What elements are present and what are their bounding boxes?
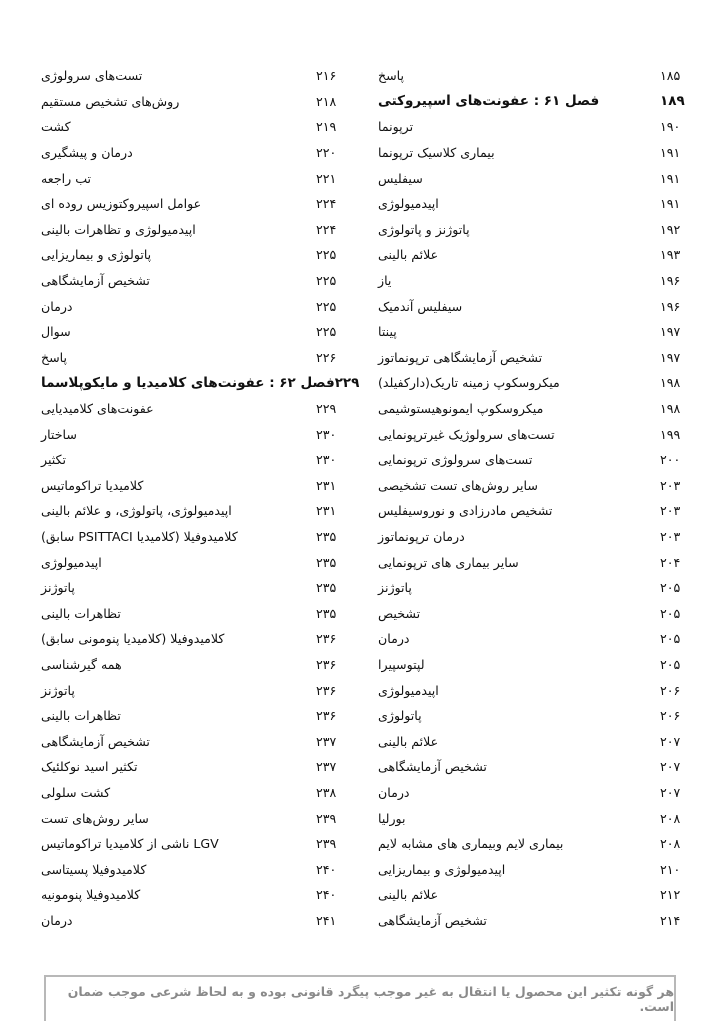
toc-entry [41, 856, 356, 882]
toc-entry-title: پاتوژنز و پاتولوژی [378, 221, 470, 237]
toc-entry-title: درمان [378, 784, 410, 800]
toc-entry [41, 575, 356, 601]
toc-entry-page: ۲۳۹ [316, 810, 337, 826]
toc-entry-title: تشخیص [378, 605, 421, 621]
toc-entry-title: پینتا [378, 324, 397, 340]
toc-entry [41, 89, 356, 115]
toc-entry [41, 242, 356, 268]
toc-entry-page: ۲۲۵ [316, 298, 337, 314]
toc-entry-page: ۲۳۰ [316, 426, 337, 442]
toc-entry-title: کلامیدوفیلا (کلامیدیا PSITTACI سابق) [41, 528, 238, 544]
toc-entry-page: ۲۲۱ [316, 170, 337, 186]
toc-entry [378, 652, 700, 678]
toc-entry [41, 882, 356, 908]
toc-entry-page: ۲۳۱ [316, 477, 337, 493]
toc-entry-page: ۲۳۶ [316, 631, 337, 647]
toc-entry-page: ۱۹۹ [660, 426, 681, 442]
toc-entry-title: میکروسکوپ ایمونوهیستوشیمی [378, 401, 544, 417]
toc-entry-page: ۲۲۹ [316, 401, 337, 417]
toc-entry-title: پاتولوژی [378, 708, 422, 724]
toc-entry-title: تکثیر اسید نوکلئیک [41, 759, 138, 775]
toc-entry-page: ۲۲۹ [334, 374, 360, 391]
toc-entry [378, 780, 700, 806]
toc-entry-title: تظاهرات بالینی [41, 605, 121, 621]
toc-entry-page: ۲۱۸ [316, 93, 337, 109]
toc-entry-title: علائم بالینی [378, 247, 439, 263]
toc-entry-page: ۲۱۶ [316, 68, 337, 84]
toc-entry [41, 780, 356, 806]
toc-entry [41, 63, 356, 89]
toc-entry-page: ۲۴۱ [316, 912, 337, 928]
toc-entry [378, 677, 700, 703]
toc-entry [378, 114, 700, 140]
toc-entry-page: ۲۱۴ [660, 912, 681, 928]
toc-entry [41, 293, 356, 319]
toc-entry-title: درمان ترپونماتوز [378, 528, 465, 544]
toc-entry [41, 626, 356, 652]
toc-entry [378, 524, 700, 550]
toc-entry-title: فصل ۶۲ : عفونت‌های کلامیدیا و مایکوپلاسما [41, 374, 335, 391]
toc-entry-page: ۲۰۸ [660, 836, 681, 852]
toc-entry-page: ۱۹۱ [660, 145, 681, 161]
toc-entry-page: ۲۲۵ [316, 247, 337, 263]
toc-entry [41, 677, 356, 703]
toc-entry [41, 447, 356, 473]
toc-entry-title: کلامیدوفیلا پنومونیه [41, 887, 141, 903]
toc-entry [41, 165, 356, 191]
toc-entry-title: تب راجعه [41, 170, 92, 186]
toc-entry-title: لپتوسپیرا [378, 656, 425, 672]
toc-entry-title: بیماری لایم وبیماری های مشابه لایم [378, 836, 564, 852]
toc-entry-title: عفونت‌های کلامیدیایی [41, 401, 154, 417]
toc-entry-page: ۲۰۵ [660, 605, 681, 621]
toc-entry [41, 217, 356, 243]
toc-entry-page: ۲۰۳ [660, 477, 681, 493]
toc-entry-title: پاسخ [41, 349, 68, 365]
toc-entry [378, 831, 700, 857]
toc-entry-title: کلامیدیا تراکوماتیس [41, 477, 144, 493]
toc-entry-title: کلامیدوفیلا (کلامیدیا پنومونی سابق) [41, 631, 225, 647]
toc-entry-page: ۱۹۶ [660, 273, 681, 289]
toc-entry-page: ۲۴۰ [316, 861, 337, 877]
toc-entry-title: اپیدمیولوژی [378, 196, 439, 212]
toc-entry-title: اپیدمیولوژی، پاتولوژی، و علائم بالینی [41, 503, 232, 519]
toc-entry-title: درمان و پیشگیری [41, 145, 133, 161]
toc-entry-page: ۲۰۰ [660, 452, 681, 468]
toc-entry-title: علائم بالینی [378, 733, 439, 749]
toc-entry [41, 473, 356, 499]
toc-entry-title: یاز [378, 273, 392, 289]
toc-entry-title: پاتوژنز [378, 580, 412, 596]
toc-entry-title: بیماری کلاسیک ترپونما [378, 145, 495, 161]
toc-entry-title: کشت [41, 119, 71, 135]
toc-entry-page: ۲۲۵ [316, 324, 337, 340]
toc-entry [41, 114, 356, 140]
toc-entry-page: ۲۳۶ [316, 682, 337, 698]
toc-entry-page: ۱۹۷ [660, 349, 681, 365]
toc-entry-page: ۲۳۰ [316, 452, 337, 468]
toc-entry [41, 703, 356, 729]
toc-entry [41, 600, 356, 626]
toc-entry [378, 421, 700, 447]
toc-entry-page: ۲۳۵ [316, 580, 337, 596]
toc-chapter-heading [41, 370, 360, 396]
toc-entry [41, 754, 356, 780]
toc-entry-page: ۲۰۷ [660, 733, 681, 749]
toc-entry-page: ۲۱۰ [660, 861, 681, 877]
toc-entry-title: بورلیا [378, 810, 406, 826]
toc-entry [378, 498, 700, 524]
toc-entry-title: کشت سلولی [41, 784, 111, 800]
toc-entry [378, 600, 700, 626]
toc-entry [378, 140, 700, 166]
toc-entry [378, 293, 700, 319]
toc-entry-title: سوال [41, 324, 71, 340]
toc-entry-title: پاتولوژی و بیماریزایی [41, 247, 152, 263]
toc-entry-title: تشخیص آزمایشگاهی [41, 733, 150, 749]
toc-entry [378, 754, 700, 780]
toc-entry-title: تشخیص آزمایشگاهی ترپونماتوز [378, 349, 543, 365]
toc-entry-title: تست‌های سرولوژی [41, 68, 143, 84]
toc-entry [378, 319, 700, 345]
toc-entry-title: تشخیص آزمایشگاهی [378, 912, 487, 928]
toc-entry-page: ۲۲۰ [316, 145, 337, 161]
toc-entry [378, 805, 700, 831]
toc-entry [41, 524, 356, 550]
toc-entry-page: ۲۰۶ [660, 682, 681, 698]
toc-entry [41, 268, 356, 294]
toc-entry-title: درمان [378, 631, 410, 647]
toc-entry-title: تشخیص آزمایشگاهی [41, 273, 150, 289]
toc-entry-page: ۲۰۴ [660, 554, 681, 570]
toc-entry-page: ۲۰۳ [660, 528, 681, 544]
toc-entry-page: ۱۹۸ [660, 401, 681, 417]
toc-entry [378, 703, 700, 729]
toc-entry-page: ۱۸۵ [660, 68, 681, 84]
toc-entry [378, 856, 700, 882]
toc-entry-title: LGV ناشی از کلامیدیا تراکوماتیس [41, 836, 219, 852]
toc-entry-page: ۲۳۸ [316, 784, 337, 800]
toc-entry [378, 268, 700, 294]
toc-entry-title: تست‌های سرولوژیک غیرترپونمایی [378, 426, 555, 442]
toc-entry-page: ۲۲۵ [316, 273, 337, 289]
toc-entry-page: ۲۰۷ [660, 784, 681, 800]
toc-entry [41, 831, 356, 857]
toc-entry [378, 908, 700, 934]
toc-entry-title: ساختار [41, 426, 77, 442]
toc-entry-page: ۲۳۷ [316, 733, 337, 749]
toc-entry-title: علائم بالینی [378, 887, 439, 903]
toc-entry-title: سیفلیس [378, 170, 423, 186]
toc-entry-page: ۱۹۱ [660, 196, 681, 212]
toc-entry-title: کلامیدوفیلا پسیتاسی [41, 861, 147, 877]
toc-entry [41, 140, 356, 166]
toc-entry-title: فصل ۶۱ : عفونت‌های اسپیروکتی [378, 93, 600, 110]
toc-entry-page: ۲۳۶ [316, 708, 337, 724]
toc-entry [41, 421, 356, 447]
toc-entry-title: اپیدمیولوژی و بیماریزایی [378, 861, 506, 877]
toc-entry [378, 882, 700, 908]
toc-entry-title: تشخیص مادرزادی و نوروسیفلیس [378, 503, 553, 519]
toc-entry [41, 728, 356, 754]
toc-entry [378, 191, 700, 217]
copyright-notice [44, 975, 676, 1021]
toc-entry-page: ۲۳۹ [316, 836, 337, 852]
toc-entry [378, 575, 700, 601]
toc-entry-page: ۱۹۶ [660, 298, 681, 314]
toc-entry [41, 396, 356, 422]
toc-entry-page: ۲۰۸ [660, 810, 681, 826]
toc-entry [41, 652, 356, 678]
toc-entry-page: ۲۰۵ [660, 631, 681, 647]
toc-entry-page: ۲۳۱ [316, 503, 337, 519]
toc-entry [378, 345, 700, 371]
toc-entry-page: ۲۳۷ [316, 759, 337, 775]
toc-entry-title: پاسخ [378, 68, 405, 84]
toc-entry-title: پاتوژنز [41, 580, 75, 596]
toc-entry [378, 242, 700, 268]
toc-entry-page: ۱۹۲ [660, 221, 681, 237]
toc-entry [378, 396, 700, 422]
toc-entry-page: ۲۱۲ [660, 887, 681, 903]
toc-entry-page: ۱۹۳ [660, 247, 681, 263]
toc-entry-title: همه گیرشناسی [41, 656, 122, 672]
toc-entry-title: تشخیص آزمایشگاهی [378, 759, 487, 775]
toc-entry-title: اپیدمیولوژی [378, 682, 439, 698]
toc-entry-title: سایر روش‌های تست [41, 810, 149, 826]
toc-entry [41, 908, 356, 934]
toc-entry-title: اپیدمیولوژی و تظاهرات بالینی [41, 221, 196, 237]
toc-entry-page: ۲۳۵ [316, 605, 337, 621]
toc-entry-page: ۱۸۹ [660, 93, 685, 110]
toc-entry-page: ۱۹۸ [660, 375, 681, 391]
toc-entry [378, 217, 700, 243]
toc-entry-page: ۲۰۳ [660, 503, 681, 519]
toc-entry-page: ۲۴۰ [316, 887, 337, 903]
copyright-text: هر گونه تکثیر این محصول یا انتقال به غیر موجب پیگرد قانونی بوده و به لحاظ شرعی موجب ضمان است. [67, 984, 674, 1014]
toc-right-column [378, 63, 700, 933]
toc-entry-title: تکثیر [41, 452, 67, 468]
toc-entry-page: ۲۲۴ [316, 221, 337, 237]
toc-entry [378, 549, 700, 575]
toc-entry-page: ۲۰۵ [660, 656, 681, 672]
toc-entry-page: ۲۰۵ [660, 580, 681, 596]
toc-entry-title: عوامل اسپیروکتوزیس روده ای [41, 196, 202, 212]
toc-entry [378, 63, 700, 89]
toc-entry [41, 805, 356, 831]
toc-entry-title: ترپونما [378, 119, 414, 135]
toc-entry-page: ۲۰۷ [660, 759, 681, 775]
toc-entry [41, 498, 356, 524]
toc-entry [378, 728, 700, 754]
toc-entry [378, 473, 700, 499]
toc-entry-page: ۲۲۴ [316, 196, 337, 212]
toc-entry [378, 447, 700, 473]
toc-entry-page: ۲۳۵ [316, 528, 337, 544]
toc-entry [41, 319, 356, 345]
toc-entry-page: ۱۹۷ [660, 324, 681, 340]
toc-entry [41, 191, 356, 217]
toc-entry-title: تست‌های سرولوژی ترپونمایی [378, 452, 533, 468]
toc-entry-title: سایر روش‌های تست تشخیصی [378, 477, 538, 493]
toc-entry [378, 370, 700, 396]
toc-entry-page: ۲۲۶ [316, 349, 337, 365]
toc-entry-title: روش‌های تشخیص مستقیم [41, 93, 180, 109]
toc-entry-title: پاتوژنز [41, 682, 75, 698]
toc-entry-title: سیفلیس آندمیک [378, 298, 463, 314]
toc-entry-page: ۱۹۱ [660, 170, 681, 186]
toc-entry-title: میکروسکوپ زمینه تاریک(دارکفیلد) [378, 375, 560, 391]
toc-entry-title: تظاهرات بالینی [41, 708, 121, 724]
toc-left-column [41, 63, 360, 933]
toc-entry [41, 549, 356, 575]
toc-entry-page: ۲۰۶ [660, 708, 681, 724]
toc-entry-title: درمان [41, 912, 73, 928]
toc-entry-title: درمان [41, 298, 73, 314]
toc-chapter-heading [378, 89, 700, 115]
toc-entry-page: ۲۳۵ [316, 554, 337, 570]
toc-entry-page: ۲۳۶ [316, 656, 337, 672]
toc-entry-title: اپیدمیولوژی [41, 554, 102, 570]
toc-entry [41, 345, 356, 371]
toc-entry [378, 165, 700, 191]
toc-entry-page: ۲۱۹ [316, 119, 337, 135]
toc-entry-title: سایر بیماری های ترپونمایی [378, 554, 519, 570]
toc-entry-page: ۱۹۰ [660, 119, 681, 135]
toc-entry [378, 626, 700, 652]
